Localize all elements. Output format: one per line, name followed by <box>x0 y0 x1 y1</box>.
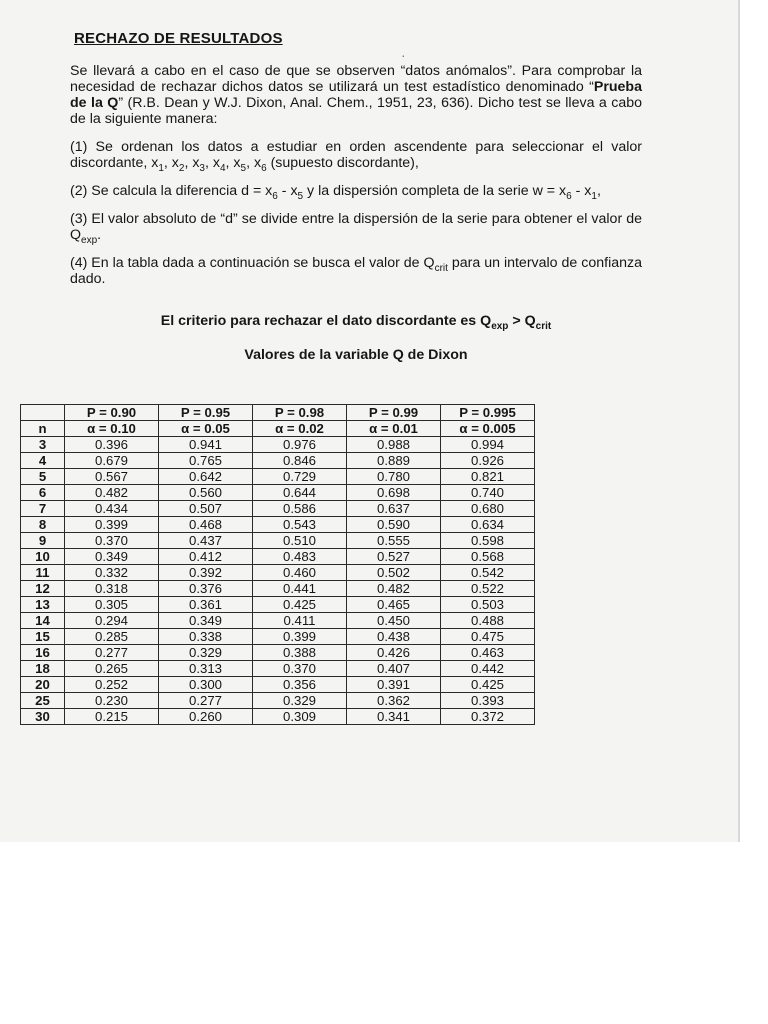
q-value-cell: 0.300 <box>159 677 253 693</box>
q-value-cell: 0.396 <box>65 437 159 453</box>
table-row <box>21 565 535 581</box>
q-value-cell: 0.362 <box>347 693 441 709</box>
header-p: P = 0.90 <box>65 405 159 421</box>
q-value-cell: 0.425 <box>441 677 535 693</box>
table-row <box>21 437 535 453</box>
q-value-cell: 0.313 <box>159 661 253 677</box>
q-value-cell: 0.265 <box>65 661 159 677</box>
q-value-cell: 0.332 <box>65 565 159 581</box>
table-row <box>21 661 535 677</box>
q-value-cell: 0.465 <box>347 597 441 613</box>
q-value-cell: 0.341 <box>347 709 441 725</box>
q-value-cell: 0.889 <box>347 453 441 469</box>
table-row <box>21 645 535 661</box>
table-row <box>21 533 535 549</box>
q-value-cell: 0.482 <box>347 581 441 597</box>
header-p: P = 0.95 <box>159 405 253 421</box>
q-value-cell: 0.329 <box>253 693 347 709</box>
q-value-cell: 0.644 <box>253 485 347 501</box>
q-value-cell: 0.502 <box>347 565 441 581</box>
header-n: n <box>21 421 65 437</box>
row-n-cell: 9 <box>21 533 65 549</box>
q-value-cell: 0.680 <box>441 501 535 517</box>
q-value-cell: 0.349 <box>159 613 253 629</box>
q-value-cell: 0.698 <box>347 485 441 501</box>
table-header-probability <box>21 405 535 421</box>
table-body <box>21 437 535 725</box>
q-value-cell: 0.976 <box>253 437 347 453</box>
q-value-cell: 0.542 <box>441 565 535 581</box>
header-alpha: α = 0.02 <box>253 421 347 437</box>
rejection-criterion: El criterio para rechazar el dato discordante es $Q_{exp} > Q_{crit}$ <box>160 313 552 332</box>
header-alpha: α = 0.005 <box>441 421 535 437</box>
q-value-cell: 0.642 <box>159 469 253 485</box>
table-row <box>21 693 535 709</box>
q-value-cell: 0.634 <box>441 517 535 533</box>
q-value-cell: 0.450 <box>347 613 441 629</box>
row-n-cell: 13 <box>21 597 65 613</box>
row-n-cell: 12 <box>21 581 65 597</box>
q-value-cell: 0.522 <box>441 581 535 597</box>
q-value-cell: 0.370 <box>65 533 159 549</box>
q-value-cell: 0.437 <box>159 533 253 549</box>
q-value-cell: 0.285 <box>65 629 159 645</box>
table-row <box>21 517 535 533</box>
step-2: (2) Se calcula la diferencia $d = x_6 - x_5$ y la dispersión completa de la serie $w = x_6 - x_1$, <box>70 183 601 202</box>
q-value-cell: 0.294 <box>65 613 159 629</box>
table-row <box>21 453 535 469</box>
header-p: P = 0.99 <box>347 405 441 421</box>
q-value-cell: 0.392 <box>159 565 253 581</box>
q-value-cell: 0.349 <box>65 549 159 565</box>
step-4: (4) En la tabla dada a continuación se busca el valor de $Q_{crit}$ para un intervalo de confianza dado. <box>70 255 643 287</box>
q-value-cell: 0.567 <box>65 469 159 485</box>
q-value-cell: 0.391 <box>347 677 441 693</box>
q-value-cell: 0.252 <box>65 677 159 693</box>
q-value-cell: 0.543 <box>253 517 347 533</box>
table-row <box>21 501 535 517</box>
header-empty-cell <box>21 405 65 421</box>
row-n-cell: 20 <box>21 677 65 693</box>
q-value-cell: 0.483 <box>253 549 347 565</box>
q-value-cell: 0.503 <box>441 597 535 613</box>
row-n-cell: 10 <box>21 549 65 565</box>
q-value-cell: 0.482 <box>65 485 159 501</box>
header-p: P = 0.98 <box>253 405 347 421</box>
q-value-cell: 0.329 <box>159 645 253 661</box>
stray-mark: · <box>401 47 406 63</box>
q-value-cell: 0.411 <box>253 613 347 629</box>
q-value-cell: 0.507 <box>159 501 253 517</box>
test-name: Prueba de la Q <box>70 79 642 111</box>
q-value-cell: 0.780 <box>347 469 441 485</box>
row-n-cell: 16 <box>21 645 65 661</box>
row-n-cell: 14 <box>21 613 65 629</box>
q-value-cell: 0.399 <box>253 629 347 645</box>
q-value-cell: 0.318 <box>65 581 159 597</box>
q-value-cell: 0.679 <box>65 453 159 469</box>
q-value-cell: 0.412 <box>159 549 253 565</box>
q-value-cell: 0.372 <box>441 709 535 725</box>
header-alpha: α = 0.05 <box>159 421 253 437</box>
q-value-cell: 0.527 <box>347 549 441 565</box>
q-value-cell: 0.488 <box>441 613 535 629</box>
q-value-cell: 0.994 <box>441 437 535 453</box>
q-value-cell: 0.460 <box>253 565 347 581</box>
table-row <box>21 709 535 725</box>
intro-paragraph: Se llevará a cabo en el caso de que se observen “datos anómalos”. Para comprobar la necesidad de rechazar dichos datos se utilizará un test estadístico denominado “Prueba de la Q” (R.B. Dean y W.J. Dixon, Anal. Chem., 1951, 23, 636). Dicho test se lleva a cabo de la siguiente manera: <box>70 63 642 127</box>
q-value-cell: 0.230 <box>65 693 159 709</box>
q-value-cell: 0.846 <box>253 453 347 469</box>
q-value-cell: 0.740 <box>441 485 535 501</box>
q-value-cell: 0.260 <box>159 709 253 725</box>
q-value-cell: 0.356 <box>253 677 347 693</box>
q-value-cell: 0.376 <box>159 581 253 597</box>
q-value-cell: 0.407 <box>347 661 441 677</box>
q-value-cell: 0.426 <box>347 645 441 661</box>
header-alpha: α = 0.01 <box>347 421 441 437</box>
q-value-cell: 0.361 <box>159 597 253 613</box>
q-value-cell: 0.729 <box>253 469 347 485</box>
table-title: Valores de la variable Q de Dixon <box>244 347 468 363</box>
table-row <box>21 485 535 501</box>
q-value-cell: 0.370 <box>253 661 347 677</box>
row-n-cell: 4 <box>21 453 65 469</box>
table-row <box>21 581 535 597</box>
step-1: (1) Se ordenan los datos a estudiar en orden ascendente para seleccionar el valor discordante, $x_1$, $x_2$, $x_3$, $x_4$, $x_5$, $x_6$ (supuesto discordante), <box>70 139 642 174</box>
q-value-cell: 0.568 <box>441 549 535 565</box>
row-n-cell: 18 <box>21 661 65 677</box>
table-row <box>21 613 535 629</box>
q-value-cell: 0.765 <box>159 453 253 469</box>
table-row <box>21 677 535 693</box>
q-value-cell: 0.309 <box>253 709 347 725</box>
step-3: (3) El valor absoluto de “d” se divide entre la dispersión de la serie para obtener el valor de $Q_{exp}$. <box>70 211 642 246</box>
row-n-cell: 11 <box>21 565 65 581</box>
q-value-cell: 0.277 <box>159 693 253 709</box>
q-value-cell: 0.442 <box>441 661 535 677</box>
q-value-cell: 0.441 <box>253 581 347 597</box>
table-row <box>21 629 535 645</box>
q-value-cell: 0.598 <box>441 533 535 549</box>
q-value-cell: 0.586 <box>253 501 347 517</box>
q-value-cell: 0.434 <box>65 501 159 517</box>
table-row <box>21 549 535 565</box>
q-value-cell: 0.988 <box>347 437 441 453</box>
row-n-cell: 30 <box>21 709 65 725</box>
row-n-cell: 15 <box>21 629 65 645</box>
page-content <box>70 30 642 388</box>
q-value-cell: 0.821 <box>441 469 535 485</box>
page-edge <box>738 0 740 842</box>
q-value-cell: 0.388 <box>253 645 347 661</box>
q-value-cell: 0.277 <box>65 645 159 661</box>
q-value-cell: 0.926 <box>441 453 535 469</box>
q-value-cell: 0.425 <box>253 597 347 613</box>
header-alpha: α = 0.10 <box>65 421 159 437</box>
row-n-cell: 8 <box>21 517 65 533</box>
q-value-cell: 0.215 <box>65 709 159 725</box>
q-value-cell: 0.393 <box>441 693 535 709</box>
row-n-cell: 3 <box>21 437 65 453</box>
table-row <box>21 597 535 613</box>
q-value-cell: 0.941 <box>159 437 253 453</box>
q-value-cell: 0.637 <box>347 501 441 517</box>
section-heading: RECHAZO DE RESULTADOS <box>74 30 283 47</box>
table-header-alpha <box>21 421 535 437</box>
q-value-cell: 0.510 <box>253 533 347 549</box>
row-n-cell: 6 <box>21 485 65 501</box>
row-n-cell: 25 <box>21 693 65 709</box>
header-p: P = 0.995 <box>441 405 535 421</box>
table-row <box>21 469 535 485</box>
q-value-cell: 0.468 <box>159 517 253 533</box>
q-value-cell: 0.438 <box>347 629 441 645</box>
q-value-cell: 0.555 <box>347 533 441 549</box>
q-value-cell: 0.399 <box>65 517 159 533</box>
q-value-cell: 0.338 <box>159 629 253 645</box>
q-value-cell: 0.305 <box>65 597 159 613</box>
q-value-cell: 0.463 <box>441 645 535 661</box>
dixon-q-table <box>20 404 535 725</box>
q-value-cell: 0.475 <box>441 629 535 645</box>
q-value-cell: 0.590 <box>347 517 441 533</box>
q-value-cell: 0.560 <box>159 485 253 501</box>
row-n-cell: 7 <box>21 501 65 517</box>
row-n-cell: 5 <box>21 469 65 485</box>
